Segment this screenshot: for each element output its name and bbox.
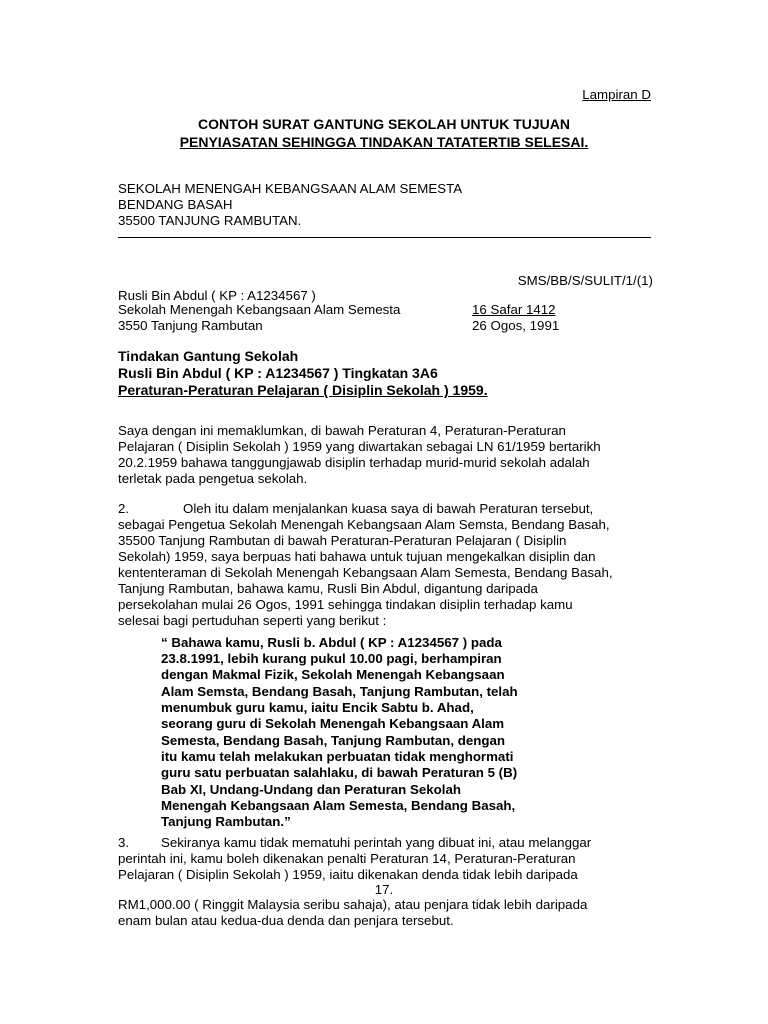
paragraph-line: RM1,000.00 ( Ringgit Malaysia seribu sahaja), atau penjara tidak lebih daripada: [118, 897, 588, 912]
paragraph-line: terletak pada pengetua sekolah.: [118, 471, 308, 486]
date-hijri: 16 Safar 1412: [472, 302, 556, 317]
paragraph-line: enam bulan atau kedua-dua denda dan penjara tersebut.: [118, 913, 454, 928]
quote-line: dengan Makmal Fizik, Sekolah Menengah Kebangsaan: [161, 667, 505, 682]
paragraph-line: persekolahan mulai 26 Ogos, 1991 sehingga tindakan disiplin terhadap kamu: [118, 597, 573, 612]
paragraph-line: perintah ini, kamu boleh dikenakan penalti Peraturan 14, Peraturan-Peraturan: [118, 851, 576, 866]
quote-line: Tanjung Rambutan.”: [161, 814, 291, 829]
page-number: 17.: [374, 882, 394, 897]
paragraph-line: 20.2.1959 bahawa tanggungjawab disiplin terhadap murid-murid sekolah adalah: [118, 455, 590, 470]
paragraph-number: 2.: [118, 501, 130, 516]
quote-line: Semesta, Bendang Basah, Tanjung Rambutan, dengan: [161, 733, 506, 748]
subject-line-3: Peraturan-Peraturan Pelajaran ( Disiplin Sekolah ) 1959.: [118, 382, 488, 398]
school-address-line-2: BENDANG BASAH: [118, 197, 233, 212]
reference-number: SMS/BB/S/SULIT/1/(1): [517, 273, 653, 288]
quote-line: Menengah Kebangsaan Alam Semesta, Bendang Basah,: [161, 798, 516, 813]
paragraph-line: sebagai Pengetua Sekolah Menengah Kebangsaan Alam Semsta, Bendang Basah,: [118, 517, 610, 532]
quote-line: itu kamu telah melakukan perbuatan tidak menghormati: [161, 749, 514, 764]
school-address-line-3: 35500 TANJUNG RAMBUTAN.: [118, 213, 302, 228]
attachment-label: Lampiran D: [582, 87, 651, 102]
quote-line: menumbuk guru kamu, iaitu Encik Sabtu b. Ahad,: [161, 700, 474, 715]
quote-line: guru satu perbuatan salahlaku, di bawah Peraturan 5 (B): [161, 765, 518, 780]
paragraph-line: Sekiranya kamu tidak mematuhi perintah yang dibuat ini, atau melanggar: [161, 835, 592, 850]
paragraph-line: Oleh itu dalam menjalankan kuasa saya di bawah Peraturan tersebut,: [183, 501, 594, 516]
paragraph-line: Pelajaran ( Disiplin Sekolah ) 1959, iaitu dikenakan denda tidak lebih daripada: [118, 867, 578, 882]
recipient-town: 3550 Tanjung Rambutan: [118, 318, 263, 333]
paragraph-line: Tanjung Rambutan, bahawa kamu, Rusli Bin Abdul, digantung daripada: [118, 581, 538, 596]
date-gregorian: 26 Ogos, 1991: [472, 318, 560, 333]
school-address-line-1: SEKOLAH MENENGAH KEBANGSAAN ALAM SEMESTA: [118, 181, 463, 196]
subject-line-1: Tindakan Gantung Sekolah: [118, 348, 299, 364]
quote-line: “ Bahawa kamu, Rusli b. Abdul ( KP : A1234567 ) pada: [161, 635, 502, 650]
recipient-name: Rusli Bin Abdul ( KP : A1234567 ): [118, 288, 316, 303]
paragraph-line: kententeraman di Sekolah Menengah Kebangsaan Alam Semesta, Bendang Basah,: [118, 565, 613, 580]
paragraph-line: Sekolah) 1959, saya berpuas hati bahawa untuk tujuan mengekalkan disiplin dan: [118, 549, 596, 564]
subject-line-2: Rusli Bin Abdul ( KP : A1234567 ) Tingkatan 3A6: [118, 365, 438, 381]
recipient-school: Sekolah Menengah Kebangsaan Alam Semesta: [118, 302, 401, 317]
paragraph-number: 3.: [118, 835, 130, 850]
address-divider: [118, 237, 651, 238]
quote-line: Bab XI, Undang-Undang dan Peraturan Sekolah: [161, 782, 461, 797]
paragraph-line: Saya dengan ini memaklumkan, di bawah Peraturan 4, Peraturan-Peraturan: [118, 423, 566, 438]
quote-line: Alam Semsta, Bendang Basah, Tanjung Rambutan, telah: [161, 684, 518, 699]
quote-line: 23.8.1991, lebih kurang pukul 10.00 pagi, berhampiran: [161, 651, 502, 666]
paragraph-line: Pelajaran ( Disiplin Sekolah ) 1959 yang diwartakan sebagai LN 61/1959 bertarikh: [118, 439, 601, 454]
heading-line-2: PENYIASATAN SEHINGGA TINDAKAN TATATERTIB SELESAI.: [179, 134, 589, 150]
paragraph-line: selesai bagi pertuduhan seperti yang berikut :: [118, 613, 387, 628]
paragraph-line: 35500 Tanjung Rambutan di bawah Peraturan-Peraturan Pelajaran ( Disiplin: [118, 533, 567, 548]
quote-line: seorang guru di Sekolah Menengah Kebangsaan Alam: [161, 716, 505, 731]
heading-line-1: CONTOH SURAT GANTUNG SEKOLAH UNTUK TUJUAN: [197, 116, 571, 132]
